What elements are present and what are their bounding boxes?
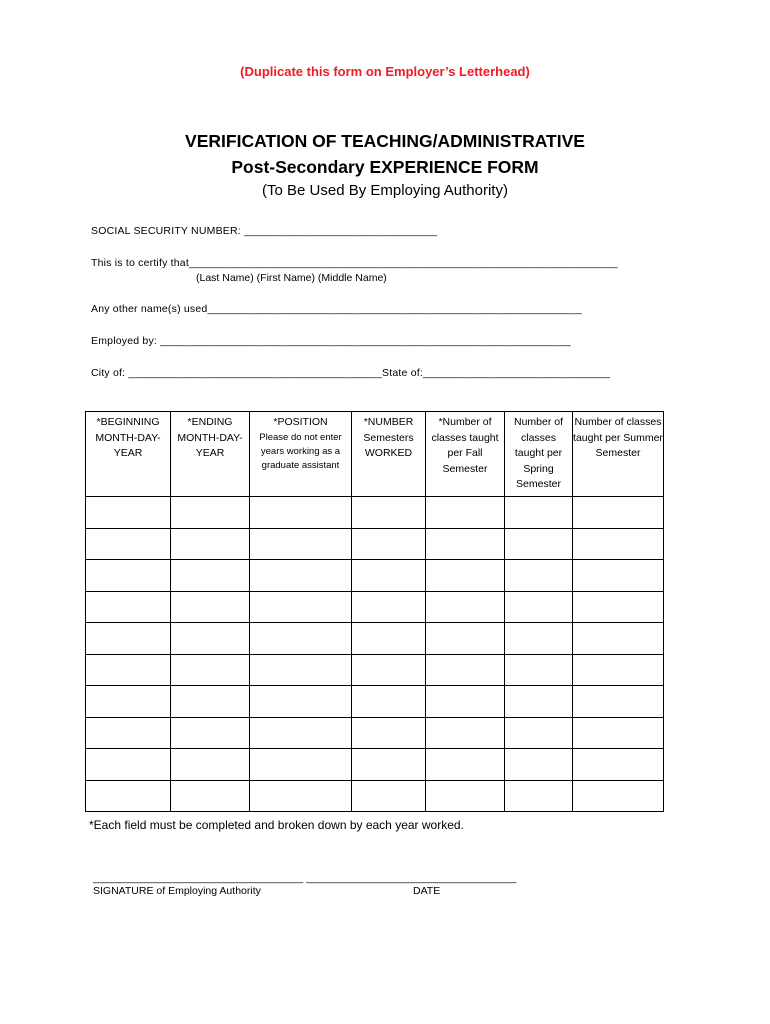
table-cell[interactable] — [573, 654, 664, 686]
column-header-label: *ENDING MONTH-DAY-YEAR — [177, 416, 243, 459]
experience-table — [85, 411, 664, 812]
form-title-line2: Post-Secondary EXPERIENCE FORM — [231, 157, 539, 177]
table-cell[interactable] — [250, 560, 352, 592]
table-cell[interactable] — [250, 528, 352, 560]
table-cell[interactable] — [352, 528, 426, 560]
table-cell[interactable] — [171, 528, 250, 560]
table-cell[interactable] — [426, 528, 505, 560]
table-cell[interactable] — [505, 654, 573, 686]
table-cell[interactable] — [352, 717, 426, 749]
table-cell[interactable] — [573, 623, 664, 655]
column-header-label: Number of classes taught per Summer Semester — [573, 416, 663, 459]
table-cell[interactable] — [171, 497, 250, 529]
column-header-label: Number of classes taught per Spring Semester — [513, 416, 564, 490]
table-cell[interactable] — [505, 749, 573, 781]
table-cell[interactable] — [573, 528, 664, 560]
table-cell[interactable] — [505, 623, 573, 655]
table-cell[interactable] — [505, 497, 573, 529]
table-header-row — [86, 412, 664, 497]
table-cell[interactable] — [171, 686, 250, 718]
table-cell[interactable] — [505, 560, 573, 592]
table-cell[interactable] — [426, 780, 505, 812]
table-cell[interactable] — [352, 686, 426, 718]
table-row — [86, 654, 664, 686]
table-cell[interactable] — [573, 591, 664, 623]
table-cell[interactable] — [505, 528, 573, 560]
column-header — [86, 412, 171, 497]
column-header-label: *POSITION — [273, 416, 328, 428]
column-header-label: *Number of classes taught per Fall Semester — [431, 416, 499, 475]
table-cell[interactable] — [505, 780, 573, 812]
table-cell[interactable] — [426, 654, 505, 686]
other-names-field[interactable]: Any other name(s) used______________________________________________________________ — [91, 303, 582, 315]
table-cell[interactable] — [426, 560, 505, 592]
column-header — [171, 412, 250, 497]
table-cell[interactable] — [426, 591, 505, 623]
table-cell[interactable] — [86, 560, 171, 592]
table-row — [86, 560, 664, 592]
table-cell[interactable] — [171, 623, 250, 655]
city-state-field[interactable]: City of: __________________________________________State of:_______________________________ — [91, 367, 611, 379]
signature-date-line[interactable]: ____________________________________ ____________________________________ — [93, 872, 517, 884]
table-cell[interactable] — [86, 749, 171, 781]
table-cell[interactable] — [352, 749, 426, 781]
table-cell[interactable] — [352, 560, 426, 592]
table-cell[interactable] — [573, 749, 664, 781]
table-cell[interactable] — [250, 686, 352, 718]
table-cell[interactable] — [250, 749, 352, 781]
table-cell[interactable] — [86, 654, 171, 686]
table-row — [86, 686, 664, 718]
table-cell[interactable] — [505, 686, 573, 718]
table-cell[interactable] — [171, 560, 250, 592]
table-cell[interactable] — [505, 717, 573, 749]
column-header — [352, 412, 426, 497]
table-cell[interactable] — [86, 528, 171, 560]
name-caption: (Last Name) (First Name) (Middle Name) — [196, 272, 387, 284]
form-title-line1: VERIFICATION OF TEACHING/ADMINISTRATIVE — [185, 131, 585, 151]
table-cell[interactable] — [352, 497, 426, 529]
table-cell[interactable] — [426, 749, 505, 781]
table-row — [86, 717, 664, 749]
table-row — [86, 591, 664, 623]
column-header-label: *NUMBER Semesters WORKED — [363, 416, 414, 459]
form-subtitle: (To Be Used By Employing Authority) — [262, 182, 508, 199]
table-cell[interactable] — [573, 560, 664, 592]
table-cell[interactable] — [426, 623, 505, 655]
column-header — [426, 412, 505, 497]
employed-by-field[interactable]: Employed by: ____________________________________________________________________ — [91, 335, 571, 347]
table-row — [86, 780, 664, 812]
table-row — [86, 497, 664, 529]
table-cell[interactable] — [426, 686, 505, 718]
table-cell[interactable] — [352, 591, 426, 623]
table-cell[interactable] — [171, 749, 250, 781]
column-header-note: Please do not enter years working as a graduate assistant — [259, 431, 342, 471]
table-cell[interactable] — [573, 497, 664, 529]
table-row — [86, 749, 664, 781]
table-cell[interactable] — [171, 654, 250, 686]
ssn-field[interactable]: SOCIAL SECURITY NUMBER: ________________________________ — [91, 225, 438, 237]
table-cell[interactable] — [573, 686, 664, 718]
table-cell[interactable] — [250, 497, 352, 529]
table-row — [86, 623, 664, 655]
column-header — [250, 412, 352, 497]
certify-name-field[interactable]: This is to certify that_______________________________________________________________________ — [91, 257, 618, 269]
table-cell[interactable] — [426, 717, 505, 749]
table-cell[interactable] — [86, 780, 171, 812]
table-body — [86, 497, 664, 812]
table-cell[interactable] — [573, 717, 664, 749]
table-row — [86, 528, 664, 560]
table-cell[interactable] — [171, 591, 250, 623]
table-cell[interactable] — [352, 780, 426, 812]
table-cell[interactable] — [250, 591, 352, 623]
column-header — [505, 412, 573, 497]
table-cell[interactable] — [352, 654, 426, 686]
table-cell[interactable] — [171, 780, 250, 812]
letterhead-notice: (Duplicate this form on Employer’s Letterhead) — [240, 64, 530, 79]
table-cell[interactable] — [573, 780, 664, 812]
table-cell[interactable] — [250, 654, 352, 686]
table-cell[interactable] — [505, 591, 573, 623]
table-cell[interactable] — [250, 717, 352, 749]
date-label: DATE — [413, 885, 441, 897]
table-cell[interactable] — [426, 497, 505, 529]
column-header-label: *BEGINNING MONTH-DAY-YEAR — [95, 416, 161, 459]
table-cell[interactable] — [86, 717, 171, 749]
table-cell[interactable] — [86, 497, 171, 529]
signature-label: SIGNATURE of Employing Authority — [93, 885, 261, 897]
table-cell[interactable] — [86, 591, 171, 623]
table-cell[interactable] — [352, 623, 426, 655]
table-cell[interactable] — [86, 686, 171, 718]
table-cell[interactable] — [171, 717, 250, 749]
table-cell[interactable] — [86, 623, 171, 655]
footnote: *Each field must be completed and broken down by each year worked. — [89, 818, 464, 832]
column-header — [573, 412, 664, 497]
table-cell[interactable] — [250, 780, 352, 812]
table-cell[interactable] — [250, 623, 352, 655]
